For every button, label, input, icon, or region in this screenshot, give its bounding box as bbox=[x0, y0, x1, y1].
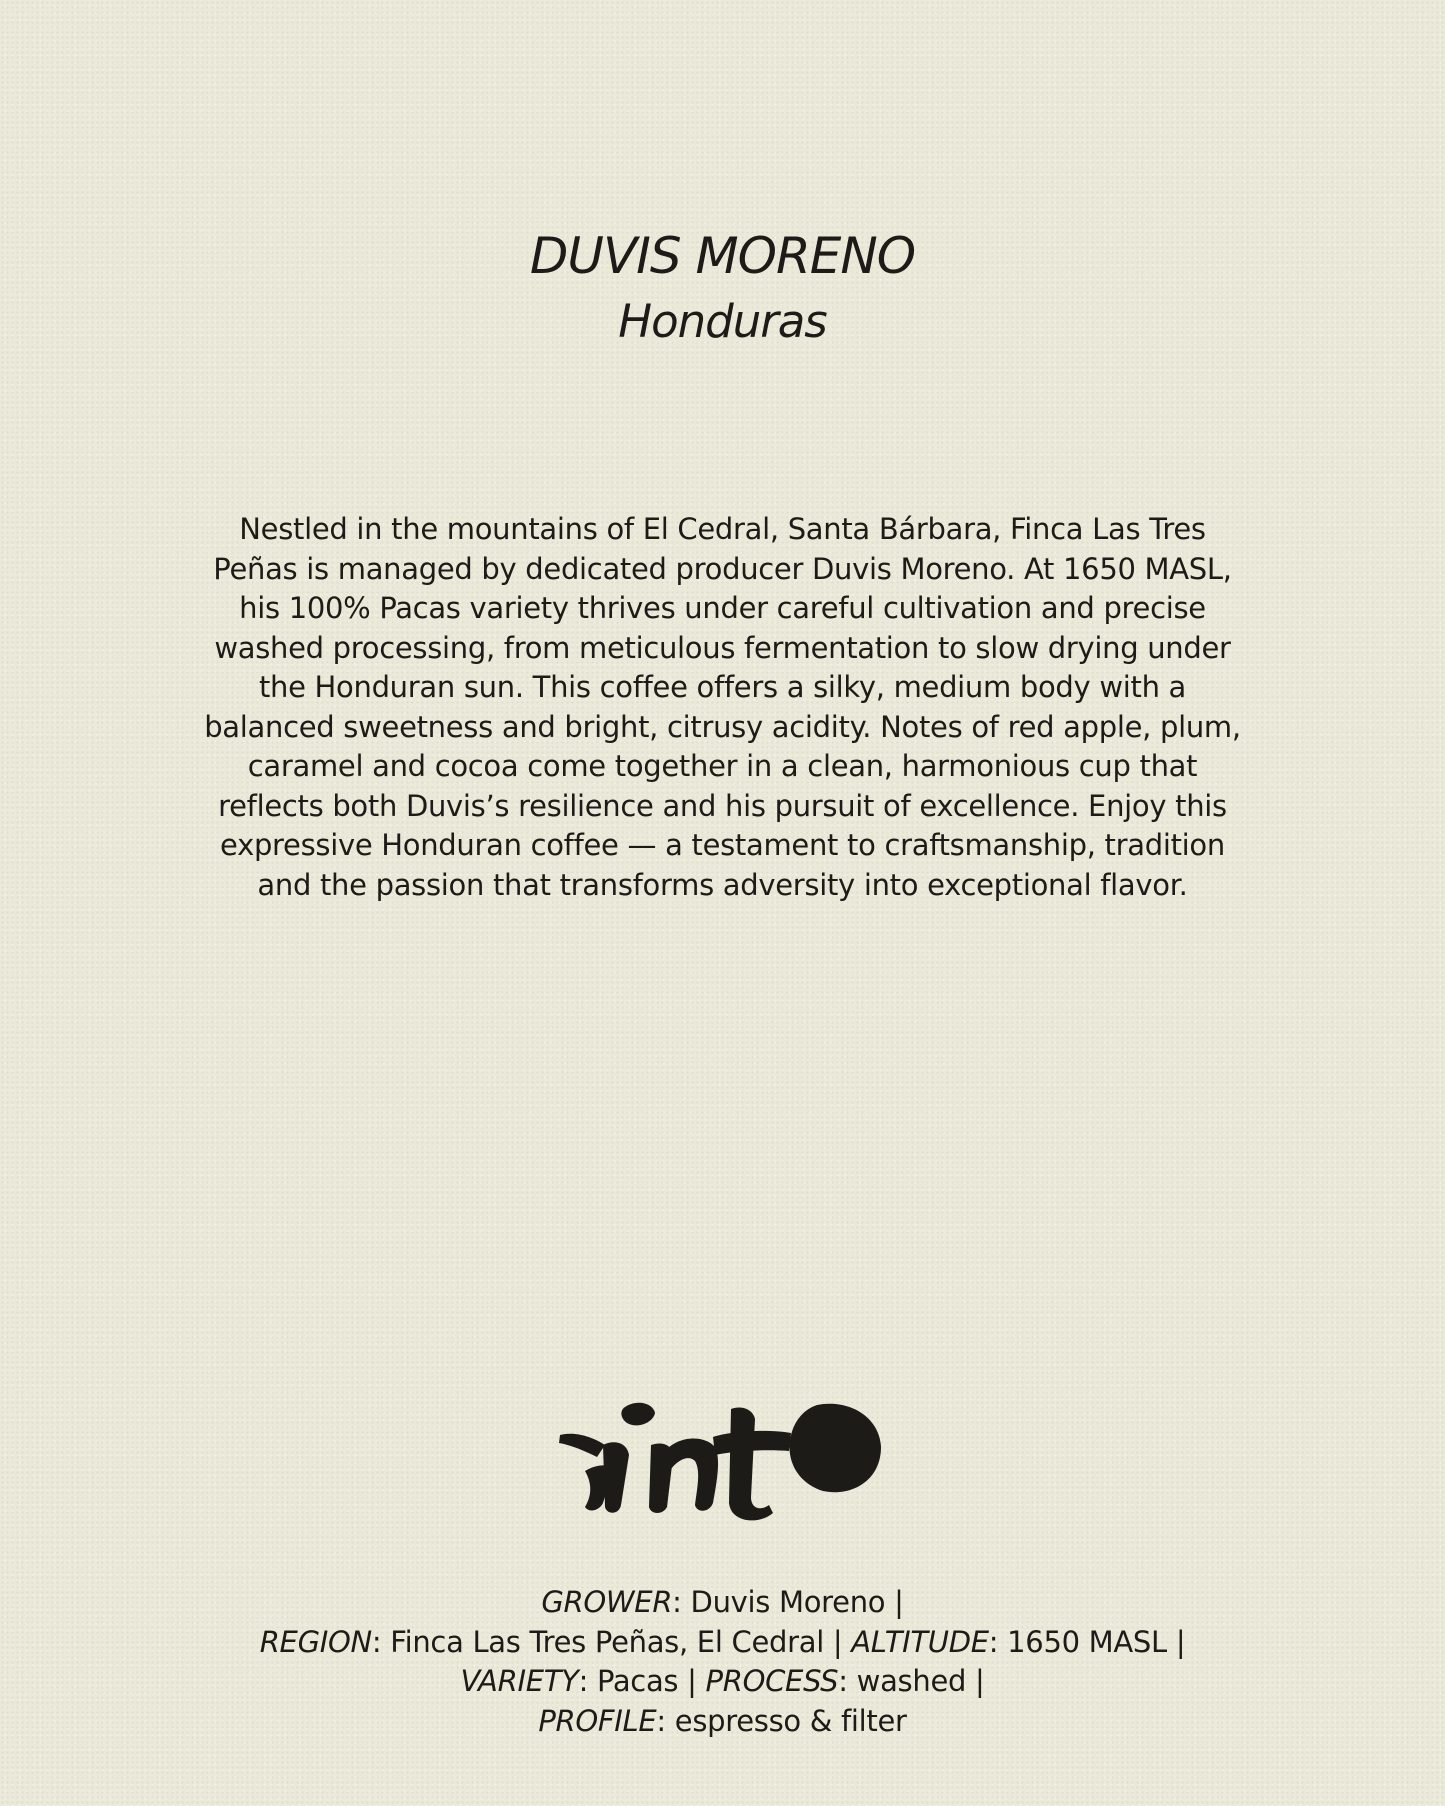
process-key: PROCESS bbox=[705, 1664, 839, 1698]
profile-value: : espresso & filter bbox=[656, 1703, 907, 1738]
altitude-value: : 1650 MASL | bbox=[988, 1624, 1186, 1659]
variety-key: VARIETY bbox=[460, 1664, 579, 1698]
coffee-description: Nestled in the mountains of El Cedral, Santa Bárbara, Finca Las Tres Peñas is managed by dedicated producer Duvis Moreno. At 1650 MASL, his 100% Pacas variety thrives under careful cultivation and precise washed processing, from meticulous fermentation to slow drying under the Honduran sun. This coffee offers a silky, medium body with a balanced sweetness and bright, citrusy acidity. Notes of red apple, plum, caramel and cocoa come together in a clean, harmonious cup that reflects both Duvis’s resilience and his pursuit of excellence. Enjoy this expressive Honduran coffee — a testament to craftsmanship, tradition and the passion that transforms adversity into exceptional flavor. bbox=[204, 512, 1241, 902]
title-block bbox=[0, 222, 1445, 354]
grower-value: : Duvis Moreno | bbox=[672, 1585, 904, 1619]
specs-line-4 bbox=[0, 1702, 1445, 1742]
into-brand-logo bbox=[555, 1385, 895, 1525]
process-value: : washed | bbox=[838, 1664, 985, 1698]
altitude-key: ALTITUDE bbox=[851, 1624, 989, 1659]
profile-key: PROFILE bbox=[538, 1703, 657, 1738]
grower-key: GROWER bbox=[541, 1585, 673, 1619]
region-key: REGION bbox=[259, 1624, 372, 1659]
region-value: : Finca Las Tres Peñas, El Cedral | bbox=[371, 1624, 843, 1659]
specs-line-2 bbox=[0, 1623, 1445, 1663]
producer-title: DUVIS MORENO bbox=[529, 227, 916, 285]
specs-line-1 bbox=[0, 1583, 1445, 1623]
coffee-specs bbox=[0, 1583, 1445, 1741]
variety-value: : Pacas | bbox=[578, 1664, 697, 1698]
specs-line-3 bbox=[0, 1662, 1445, 1702]
origin-subtitle: Honduras bbox=[618, 295, 827, 348]
